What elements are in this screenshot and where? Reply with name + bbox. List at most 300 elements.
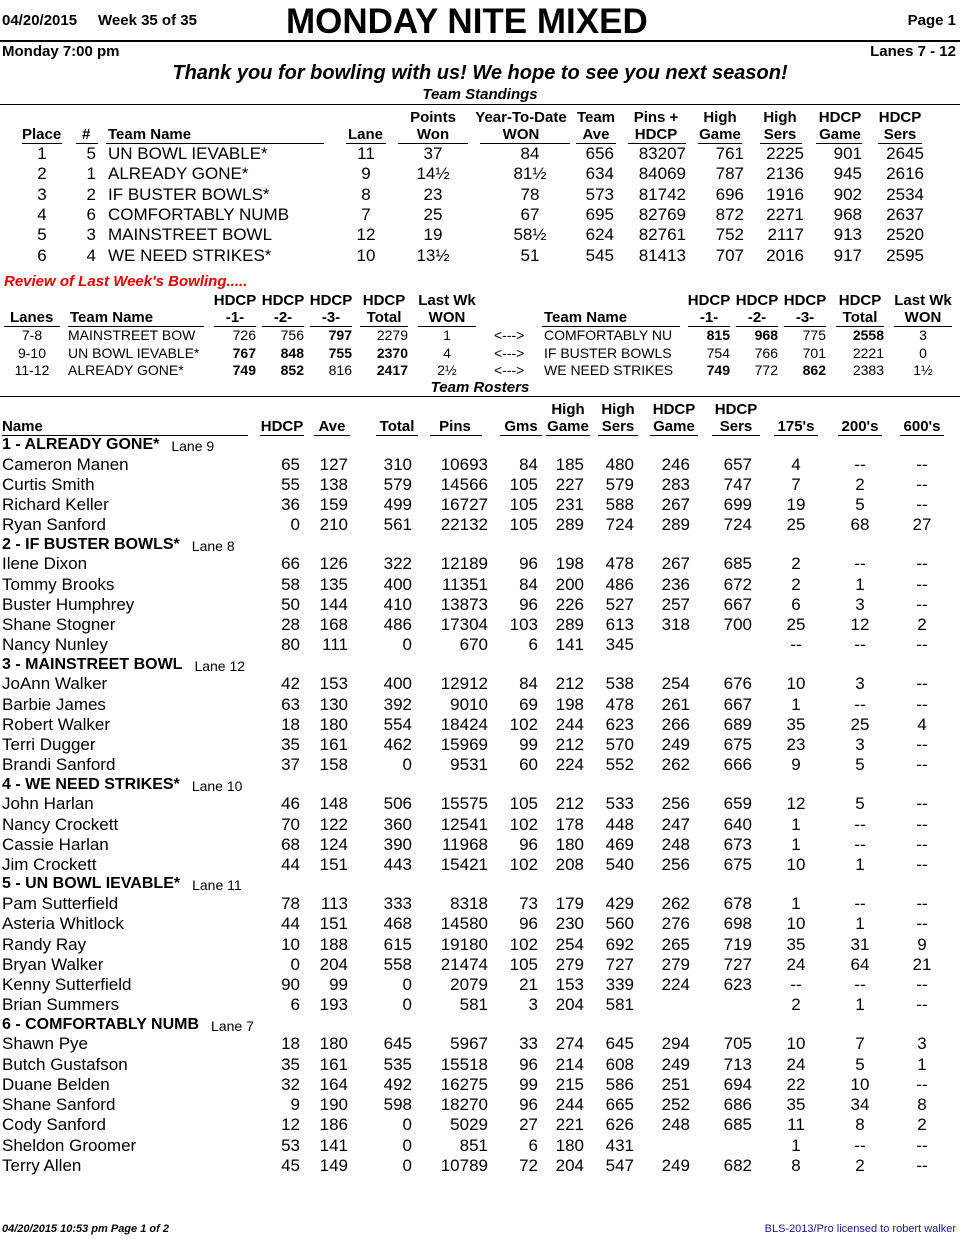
roster-player-row (0, 975, 960, 995)
roster-c200: -- (854, 1135, 866, 1155)
standing-team-name: MAINSTREET BOWL (108, 225, 273, 245)
roster-col-175: 175's (777, 418, 815, 435)
rosters-rule (0, 396, 960, 397)
standing-lane: 10 (356, 245, 376, 265)
roster-team-title: 2 - IF BUSTER BOWLS* (2, 535, 180, 553)
standing-place: 1 (37, 144, 47, 163)
roster-high-sers: 665 (605, 1095, 634, 1115)
roster-pins: 9010 (450, 694, 488, 714)
roster-player-row (0, 735, 960, 755)
roster-total: 400 (383, 674, 412, 694)
roster-hdcp-game: 249 (661, 735, 690, 755)
roster-hdcp-game: 267 (661, 495, 690, 515)
review-col-a-g3-2: -3- (321, 309, 341, 326)
roster-c200: 12 (850, 615, 870, 635)
roster-gms: 102 (509, 855, 538, 875)
roster-gms: 96 (519, 914, 538, 934)
roster-c200: 5 (855, 495, 865, 515)
roster-player-row (0, 794, 960, 814)
roster-gms: 96 (519, 554, 538, 574)
roster-high-sers: 448 (605, 814, 634, 834)
roster-high-game: 289 (555, 515, 584, 535)
review-a-score: 2½ (437, 362, 457, 379)
roster-col-pins: Pins (439, 418, 471, 435)
roster-total: 333 (383, 893, 412, 913)
standing-hdcp-game: 945 (833, 164, 862, 184)
review-row (0, 326, 960, 344)
roster-hdcp-sers: 675 (723, 735, 752, 755)
review-arrow: <---> (494, 362, 525, 379)
report-date: 04/20/2015 (2, 12, 78, 29)
roster-player-row (0, 835, 960, 855)
roster-c600: -- (916, 495, 928, 515)
roster-player-row (0, 635, 960, 655)
roster-hdcp: 68 (281, 834, 300, 854)
roster-hdcp: 63 (281, 694, 300, 714)
roster-c175: 9 (791, 755, 801, 775)
roster-ave: 151 (319, 855, 348, 875)
roster-c175: 10 (786, 855, 806, 875)
roster-player-name: Randy Ray (2, 934, 87, 954)
roster-gms: 105 (509, 495, 538, 515)
roster-c600: -- (916, 594, 928, 614)
rosters-title: Team Rosters (430, 379, 530, 396)
roster-player-name: Tommy Brooks (2, 574, 115, 594)
standings-row (0, 144, 960, 164)
roster-hdcp-sers: 685 (723, 554, 752, 574)
roster-player-name: Pam Sutterfield (2, 893, 119, 913)
roster-player-row (0, 554, 960, 574)
roster-pins: 18270 (440, 1095, 488, 1115)
standing-place: 2 (37, 164, 47, 184)
standing-team-ave: 573 (585, 184, 614, 204)
review-b-score: 766 (754, 344, 778, 361)
col-pins-1: Pins + (633, 109, 679, 126)
roster-c175: 19 (786, 495, 806, 515)
roster-pins: 851 (459, 1135, 488, 1155)
roster-hdcp-game: 249 (661, 1054, 690, 1074)
roster-c175: 25 (786, 615, 806, 635)
roster-player-name: Cassie Harlan (2, 834, 109, 854)
roster-pins: 8318 (450, 893, 488, 913)
roster-high-sers: 724 (605, 515, 634, 535)
roster-gms: 105 (509, 474, 538, 494)
roster-high-sers: 527 (605, 594, 634, 614)
roster-total: 392 (383, 694, 412, 714)
roster-c200: -- (854, 814, 866, 834)
standing-hdcp-game: 917 (833, 245, 862, 265)
roster-ave: 111 (322, 635, 348, 655)
roster-hdcp-game: 224 (661, 975, 690, 995)
roster-hdcp-sers: 705 (723, 1034, 752, 1054)
roster-player-name: Kenny Sutterfield (2, 975, 132, 995)
roster-gms: 33 (519, 1034, 538, 1054)
roster-c200: 5 (855, 794, 865, 814)
col-team-ave-1: Team (576, 109, 616, 126)
roster-pins: 2079 (450, 975, 488, 995)
roster-total: 558 (383, 954, 412, 974)
roster-high-sers: 345 (605, 635, 634, 655)
roster-player-row (0, 715, 960, 735)
roster-total: 554 (383, 714, 412, 734)
standing-hdcp-game: 901 (833, 144, 862, 163)
roster-high-sers: 429 (605, 893, 634, 913)
standing-hdcp-sers: 2645 (886, 144, 924, 163)
standing-ytd-won: 58½ (513, 225, 547, 245)
roster-player-name: Duane Belden (2, 1074, 110, 1094)
standing-team-name: COMFORTABLY NUMB (108, 204, 290, 224)
roster-high-sers: 613 (605, 615, 634, 635)
standings-row (0, 205, 960, 225)
roster-hdcp: 18 (281, 1034, 300, 1054)
review-col-b-g3-1: HDCP (783, 292, 827, 309)
roster-hdcp: 65 (281, 454, 300, 474)
roster-col-hs-1: High (601, 401, 635, 418)
roster-ave: 180 (319, 1034, 348, 1054)
roster-total: 645 (383, 1034, 412, 1054)
roster-pins: 22132 (440, 515, 488, 535)
roster-hdcp-game: 283 (661, 474, 690, 494)
roster-player-row (0, 1115, 960, 1135)
roster-player-name: Cody Sanford (2, 1115, 106, 1135)
roster-hdcp: 0 (290, 954, 300, 974)
roster-hdcp: 44 (281, 855, 300, 875)
roster-c175: 6 (791, 594, 801, 614)
roster-c175: 10 (786, 674, 806, 694)
review-lanes: 11-12 (14, 362, 50, 379)
col-place: Place (22, 126, 62, 143)
roster-gms: 96 (519, 594, 538, 614)
standing-points-won: 14½ (416, 164, 450, 184)
col-team-name: Team Name (108, 126, 192, 143)
roster-ave: 193 (319, 995, 348, 1015)
standing-points-won: 37 (423, 144, 443, 163)
roster-high-game: 254 (555, 934, 584, 954)
roster-total: 598 (383, 1095, 412, 1115)
review-col-b-g1-2: -1- (699, 309, 719, 326)
roster-c200: 5 (855, 755, 865, 775)
roster-col-gms: Gms (504, 418, 538, 435)
col-ytd-2: WON (502, 126, 540, 143)
review-col-team-a: Team Name (70, 309, 154, 326)
roster-high-sers: 581 (605, 995, 634, 1015)
roster-player-row (0, 1136, 960, 1156)
standing-team-ave: 695 (585, 204, 614, 224)
roster-c600: 27 (912, 515, 932, 535)
roster-pins: 14580 (440, 914, 488, 934)
roster-total: 492 (383, 1074, 412, 1094)
roster-pins: 16275 (440, 1074, 488, 1094)
roster-hdcp-game: 247 (661, 814, 690, 834)
roster-player-name: Butch Gustafson (2, 1054, 128, 1074)
roster-pins: 10789 (440, 1156, 488, 1175)
roster-c600: 8 (917, 1095, 927, 1115)
standings-row (0, 246, 960, 266)
roster-player-name: JoAnn Walker (2, 674, 108, 694)
roster-pins: 581 (459, 995, 488, 1015)
roster-hdcp-sers: 686 (723, 1095, 752, 1115)
roster-team-header (0, 776, 960, 794)
review-a-score: 2279 (376, 327, 408, 343)
review-col-team-b: Team Name (544, 309, 628, 326)
roster-ave: 186 (319, 1115, 348, 1135)
standing-ytd-won: 51 (520, 245, 540, 265)
col-points-2: Won (416, 126, 450, 143)
roster-high-sers: 692 (605, 934, 634, 954)
review-title: Review of Last Week's Bowling..... (4, 273, 248, 290)
standings-row (0, 185, 960, 205)
standing-high-sers: 2271 (766, 204, 804, 224)
roster-hdcp: 46 (281, 794, 300, 814)
roster-c200: 3 (855, 594, 865, 614)
roster-player-name: Robert Walker (2, 714, 111, 734)
standing-team-ave: 656 (585, 144, 614, 163)
standing-place: 5 (37, 225, 47, 245)
roster-c175: 1 (791, 814, 801, 834)
roster-hdcp: 9 (290, 1095, 300, 1115)
col-num: # (82, 126, 91, 143)
roster-ave: 130 (319, 694, 348, 714)
roster-c175: 2 (791, 574, 801, 594)
roster-hdcp-game: 261 (661, 694, 690, 714)
roster-ave: 161 (319, 735, 348, 755)
standing-place: 4 (37, 204, 47, 224)
footer-license: BLS-2013/Pro licensed to robert walker (764, 1223, 956, 1235)
roster-player-row (0, 855, 960, 875)
standing-team-name: UN BOWL IEVABLE* (108, 144, 268, 163)
roster-team-lane: Lane 8 (191, 537, 235, 554)
roster-high-game: 227 (555, 474, 584, 494)
roster-hdcp-sers: 675 (723, 855, 752, 875)
roster-c600: -- (916, 454, 928, 474)
roster-gms: 84 (519, 674, 538, 694)
roster-ave: 135 (319, 574, 348, 594)
roster-high-sers: 431 (605, 1135, 634, 1155)
roster-gms: 105 (509, 794, 538, 814)
roster-hdcp-sers: 685 (723, 1115, 752, 1135)
roster-c600: 21 (912, 954, 932, 974)
review-b-score: 1½ (913, 362, 933, 379)
roster-ave: 190 (319, 1095, 348, 1115)
roster-hdcp: 53 (281, 1135, 300, 1155)
roster-c175: 23 (786, 735, 806, 755)
col-hdcp-sers-2: Sers (883, 126, 917, 143)
roster-high-sers: 480 (605, 454, 634, 474)
roster-high-game: 198 (555, 694, 584, 714)
roster-hdcp: 66 (281, 554, 300, 574)
roster-hdcp-game: 257 (661, 594, 690, 614)
roster-high-game: 208 (555, 855, 584, 875)
roster-total: 486 (383, 615, 412, 635)
roster-gms: 103 (509, 615, 538, 635)
review-team-a: UN BOWL IEVABLE* (68, 344, 200, 361)
roster-high-sers: 588 (605, 495, 634, 515)
roster-hdcp-game: 265 (661, 934, 690, 954)
roster-hdcp-game: 249 (661, 1156, 690, 1175)
roster-hdcp-game: 279 (661, 954, 690, 974)
roster-c200: -- (854, 554, 866, 574)
roster-c600: -- (916, 635, 928, 655)
roster-player-row (0, 894, 960, 914)
roster-high-game: 231 (555, 495, 584, 515)
roster-high-game: 244 (555, 1095, 584, 1115)
standing-team-num: 6 (86, 204, 96, 224)
review-team-b: COMFORTABLY NU (544, 327, 673, 343)
roster-team-header (0, 436, 960, 454)
roster-hdcp-game: 248 (661, 1115, 690, 1135)
review-col-b-g2-2: -2- (747, 309, 767, 326)
roster-c175: 4 (791, 454, 801, 474)
standing-lane: 12 (356, 225, 376, 245)
roster-player-row (0, 755, 960, 775)
roster-hdcp-game: 246 (661, 454, 690, 474)
roster-gms: 102 (509, 714, 538, 734)
review-col-b-g3-2: -3- (795, 309, 815, 326)
review-row (0, 344, 960, 362)
roster-c600: -- (916, 674, 928, 694)
roster-team-title: 6 - COMFORTABLY NUMB (2, 1015, 200, 1033)
standing-points-won: 13½ (416, 245, 450, 265)
roster-pins: 15575 (440, 794, 488, 814)
roster-c175: 1 (791, 694, 801, 714)
roster-col-ave: Ave (318, 418, 346, 435)
roster-hdcp-game: 262 (661, 893, 690, 913)
roster-team-title: 5 - UN BOWL IEVABLE* (2, 875, 181, 893)
lanes-label: Lanes 7 - 12 (870, 43, 956, 60)
col-lane: Lane (348, 126, 384, 143)
standing-high-sers: 1916 (766, 184, 804, 204)
roster-high-sers: 339 (605, 975, 634, 995)
roster-c600: -- (916, 1074, 928, 1094)
roster-hdcp: 45 (281, 1156, 300, 1175)
roster-hdcp-game: 256 (661, 855, 690, 875)
standing-team-ave: 624 (585, 225, 614, 245)
roster-ave: 99 (329, 975, 348, 995)
standing-points-won: 23 (423, 184, 443, 204)
roster-total: 535 (383, 1054, 412, 1074)
roster-player-name: Bryan Walker (2, 954, 104, 974)
roster-hdcp: 28 (281, 615, 300, 635)
roster-hdcp-sers: 667 (723, 594, 752, 614)
roster-gms: 102 (509, 934, 538, 954)
roster-pins: 19180 (440, 934, 488, 954)
col-pins-2: HDCP (634, 126, 678, 143)
roster-ave: 149 (319, 1156, 348, 1175)
roster-team-header (0, 1016, 960, 1034)
review-a-score: 852 (280, 362, 304, 379)
roster-hdcp-sers: 747 (723, 474, 752, 494)
roster-player-name: Terri Dugger (2, 735, 96, 755)
roster-c600: 4 (917, 714, 927, 734)
roster-player-name: Asteria Whitlock (2, 914, 124, 934)
roster-c600: -- (916, 975, 928, 995)
roster-col-hds-1: HDCP (714, 401, 758, 418)
roster-player-name: Brandi Sanford (2, 755, 116, 775)
roster-pins: 17304 (440, 615, 488, 635)
roster-total: 360 (383, 814, 412, 834)
footer-timestamp: 04/20/2015 10:53 pm Page 1 of 2 (2, 1223, 169, 1235)
roster-high-sers: 547 (605, 1156, 634, 1175)
roster-c600: -- (916, 474, 928, 494)
roster-c200: 68 (850, 515, 870, 535)
roster-ave: 148 (319, 794, 348, 814)
standing-pins-hdcp: 81742 (638, 184, 686, 204)
roster-hdcp-game: 254 (661, 674, 690, 694)
roster-player-row (0, 995, 960, 1015)
roster-c175: 35 (786, 934, 806, 954)
review-b-score: 754 (706, 344, 730, 361)
review-team-b: WE NEED STRIKES (544, 362, 674, 379)
review-col-a-g3-1: HDCP (309, 292, 353, 309)
roster-c200: 2 (855, 1156, 865, 1175)
roster-c200: 8 (855, 1115, 865, 1135)
page-title: MONDAY NITE MIXED (286, 2, 648, 41)
roster-gms: 21 (519, 975, 538, 995)
roster-c200: 2 (855, 474, 865, 494)
standing-place: 6 (37, 245, 47, 265)
roster-c200: 7 (855, 1034, 865, 1054)
roster-c600: -- (916, 755, 928, 775)
col-hdcp-game-2: Game (819, 126, 861, 143)
page-number: Page 1 (907, 12, 956, 29)
review-lanes: 9-10 (17, 344, 47, 361)
roster-high-game: 244 (555, 714, 584, 734)
standing-lane: 7 (361, 204, 371, 224)
roster-high-game: 178 (555, 814, 584, 834)
roster-high-game: 153 (555, 975, 584, 995)
roster-hdcp-game: 236 (661, 574, 690, 594)
roster-c175: 25 (786, 515, 806, 535)
roster-player-name: Barbie James (2, 694, 106, 714)
roster-gms: 105 (509, 954, 538, 974)
roster-hdcp-game: 266 (661, 714, 690, 734)
roster-player-name: Sheldon Groomer (2, 1135, 137, 1155)
roster-hdcp: 12 (281, 1115, 300, 1135)
review-b-score: 2221 (852, 344, 884, 361)
roster-c600: -- (916, 834, 928, 854)
review-b-score: 862 (802, 362, 826, 379)
roster-gms: 72 (519, 1156, 538, 1175)
roster-gms: 27 (519, 1115, 538, 1135)
roster-high-game: 180 (555, 1135, 584, 1155)
roster-total: 0 (402, 995, 412, 1015)
roster-high-game: 279 (555, 954, 584, 974)
review-col-a-tot-2: Total (366, 309, 402, 326)
roster-high-sers: 538 (605, 674, 634, 694)
roster-player-row (0, 1095, 960, 1115)
roster-ave: 126 (319, 554, 348, 574)
roster-pins: 670 (459, 635, 488, 655)
roster-ave: 159 (319, 495, 348, 515)
roster-ave: 153 (319, 674, 348, 694)
roster-col-hdg-2: Game (653, 418, 695, 435)
col-points-1: Points (410, 109, 456, 126)
roster-col-hds-2: Sers (719, 418, 753, 435)
roster-c600: -- (916, 995, 928, 1015)
roster-player-name: Terry Allen (2, 1156, 82, 1175)
roster-hdcp: 42 (281, 674, 300, 694)
roster-c600: 2 (917, 615, 927, 635)
roster-gms: 73 (519, 893, 538, 913)
roster-hdcp-game: 267 (661, 554, 690, 574)
roster-hdcp: 18 (281, 714, 300, 734)
roster-high-game: 224 (555, 755, 584, 775)
roster-high-game: 230 (555, 914, 584, 934)
roster-hdcp-sers: 700 (723, 615, 752, 635)
roster-c200: 1 (855, 574, 865, 594)
roster-pins: 5967 (450, 1034, 488, 1054)
review-b-score: 749 (706, 362, 730, 379)
